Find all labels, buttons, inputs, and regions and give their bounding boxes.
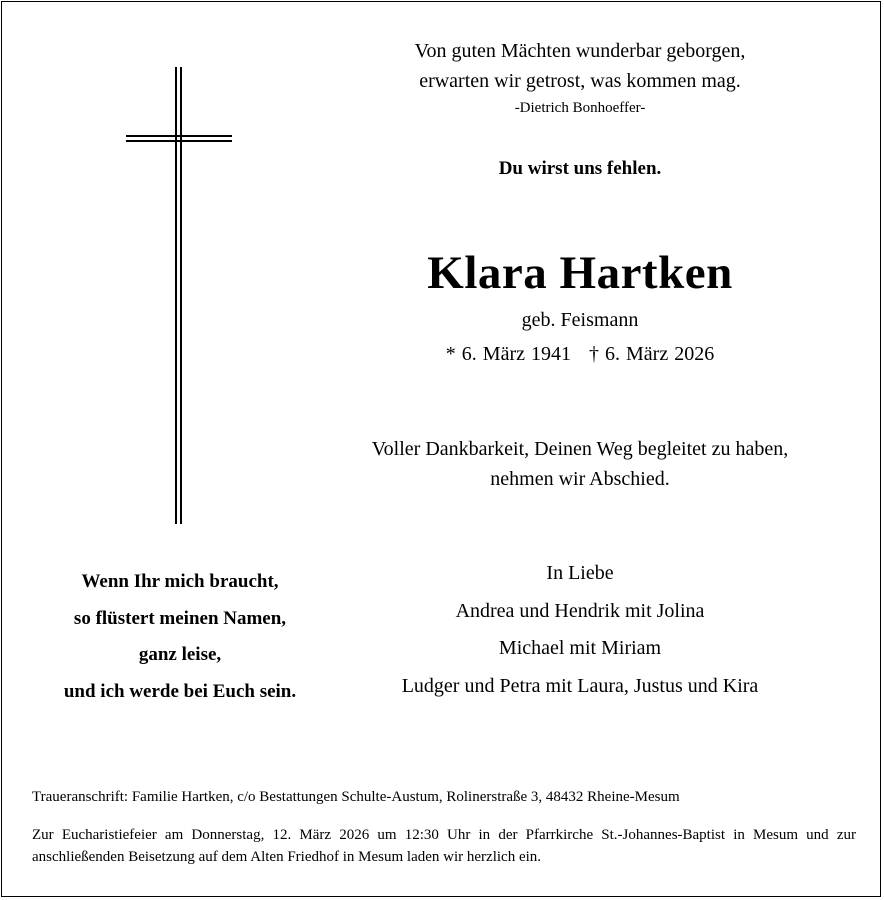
life-dates: [330, 343, 830, 366]
verse-line: und ich werde bei Euch sein.: [63, 680, 297, 702]
quote-line-1: Von guten Mächten wunderbar geborgen,: [414, 40, 746, 62]
maiden-name: geb. Feismann: [521, 309, 639, 331]
quote-line-2: erwarten wir getrost, was kommen mag.: [419, 70, 741, 92]
deceased-name: Klara Hartken: [427, 247, 733, 299]
funeral-info: Zur Eucharistiefeier am Donnerstag, 12. März 2026 um 12:30 Uhr in der Pfarrkirche St.-Johannes-Baptist in Mesum und zur anschließenden Beisetzung auf dem Alten Friedhof in Mesum laden wir herzlich ein.: [32, 827, 856, 865]
verse-line: so flüstert meinen Namen,: [73, 607, 287, 629]
gratitude-line-2: nehmen wir Abschied.: [490, 468, 670, 490]
signers: [330, 555, 830, 705]
miss-line: Du wirst uns fehlen.: [498, 158, 662, 179]
signer-line: Andrea und Hendrik mit Jolina: [455, 599, 705, 622]
verse-line: Wenn Ihr mich braucht,: [81, 571, 279, 592]
birth-date: * 6. März 1941: [445, 343, 571, 365]
quote: [330, 36, 830, 96]
verse: [30, 564, 330, 710]
signer-line: Michael mit Miriam: [498, 637, 662, 659]
gratitude-text: [330, 434, 830, 494]
death-date: † 6. März 2026: [589, 343, 715, 365]
gratitude-line-1: Voller Dankbarkeit, Deinen Weg begleitet zu haben,: [371, 438, 789, 460]
quote-author: -Dietrich Bonhoeffer-: [514, 100, 646, 116]
signer-line: Ludger und Petra mit Laura, Justus und Kira: [401, 674, 759, 697]
mourning-address: Traueranschrift: Familie Hartken, c/o Bestattungen Schulte-Austum, Rolinerstraße 3, 48432 Rheine-Mesum: [32, 789, 680, 805]
signer-line: In Liebe: [546, 562, 614, 584]
verse-line: ganz leise,: [138, 644, 222, 665]
